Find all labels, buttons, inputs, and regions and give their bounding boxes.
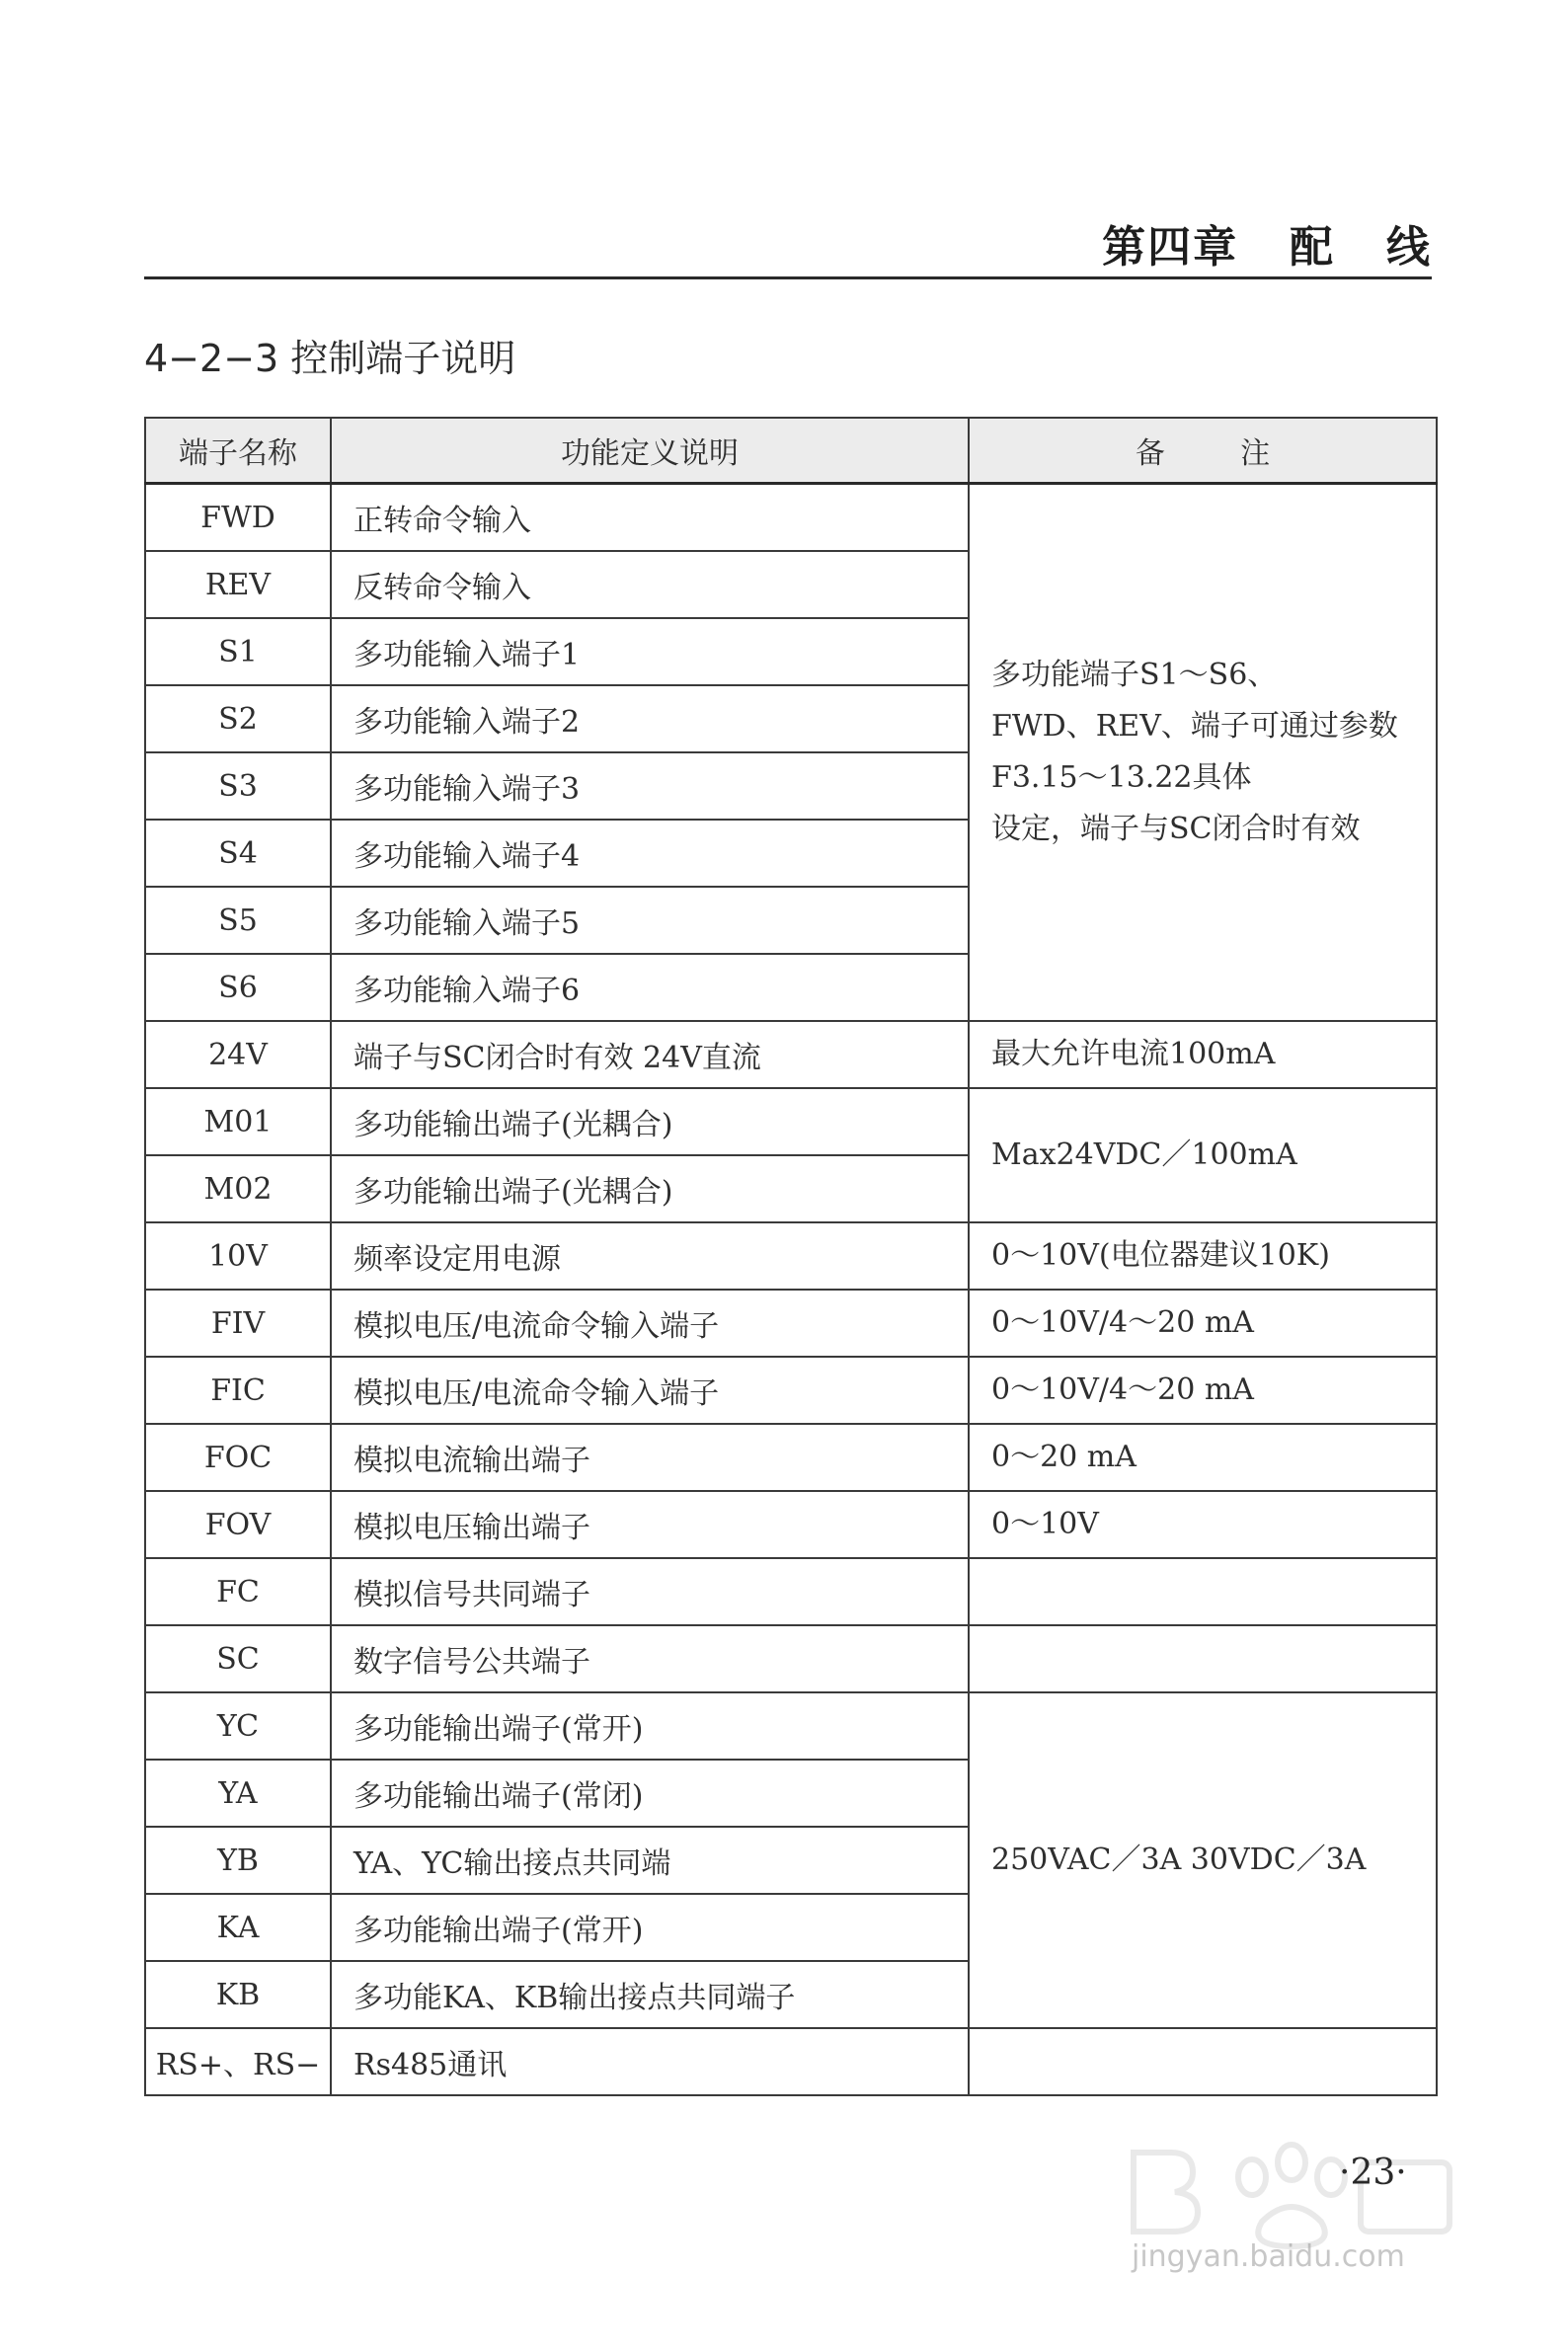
terminal-function: 模拟信号共同端子 (331, 1558, 969, 1625)
terminal-function: 端子与SC闭合时有效 24V直流 (331, 1021, 969, 1088)
table-row (145, 484, 1437, 552)
note-line: F3.15～13.22具体 (991, 760, 1252, 795)
table-row (145, 1625, 1437, 1692)
note-line: 多功能端子S1～S6、 (991, 658, 1278, 692)
terminal-name: YB (145, 1827, 331, 1894)
terminal-name: M01 (145, 1088, 331, 1155)
terminal-function: 多功能输入端子4 (331, 820, 969, 887)
terminal-name: REV (145, 551, 331, 618)
note-line: FWD、REV、端子可通过参数 (991, 709, 1398, 744)
note-relay: 250VAC／3A 30VDC／3A (969, 1692, 1437, 2028)
terminal-name: FOC (145, 1424, 331, 1491)
page-number: ·23· (1339, 2153, 1407, 2193)
terminal-function: 多功能输出端子(光耦合) (331, 1155, 969, 1222)
note-fc (969, 1558, 1437, 1625)
terminal-name: RS+、RS− (145, 2028, 331, 2095)
table-row (145, 1424, 1437, 1491)
table-row (145, 1088, 1437, 1155)
table-row (145, 1357, 1437, 1424)
terminal-table (144, 417, 1438, 2096)
terminal-function: 模拟电流输出端子 (331, 1424, 969, 1491)
terminal-name: S1 (145, 618, 331, 685)
terminal-function: 频率设定用电源 (331, 1222, 969, 1290)
terminal-function: 多功能输入端子1 (331, 618, 969, 685)
terminal-name: FIC (145, 1357, 331, 1424)
header-function: 功能定义说明 (331, 418, 969, 484)
terminal-name: S4 (145, 820, 331, 887)
note-fov: 0～10V (969, 1491, 1437, 1558)
table-header-row (145, 418, 1437, 484)
table-row (145, 1222, 1437, 1290)
table-row (145, 1491, 1437, 1558)
note-fic: 0～10V/4～20 mA (969, 1357, 1437, 1424)
terminal-function: 反转命令输入 (331, 551, 969, 618)
terminal-name: SC (145, 1625, 331, 1692)
terminal-name: 24V (145, 1021, 331, 1088)
terminal-name: FIV (145, 1290, 331, 1357)
terminal-function: YA、YC输出接点共同端 (331, 1827, 969, 1894)
watermark-url: jingyan.baidu.com (1132, 2239, 1405, 2274)
terminal-name: 10V (145, 1222, 331, 1290)
terminal-function: 多功能输入端子5 (331, 887, 969, 954)
table-row (145, 2028, 1437, 2095)
note-24v: 最大允许电流100mA (969, 1021, 1437, 1088)
terminal-name: KA (145, 1894, 331, 1961)
note-mo: Max24VDC／100mA (969, 1088, 1437, 1222)
terminal-name: FWD (145, 484, 331, 552)
table-row (145, 1692, 1437, 1760)
terminal-function: 模拟电压/电流命令输入端子 (331, 1290, 969, 1357)
terminal-function: Rs485通讯 (331, 2028, 969, 2095)
terminal-function: 正转命令输入 (331, 484, 969, 552)
terminal-function: 多功能输入端子2 (331, 685, 969, 752)
terminal-function: 模拟电压输出端子 (331, 1491, 969, 1558)
note-line: 设定，端子与SC闭合时有效 (991, 812, 1361, 846)
note-10v: 0～10V(电位器建议10K) (969, 1222, 1437, 1290)
terminal-name: FOV (145, 1491, 331, 1558)
terminal-name: FC (145, 1558, 331, 1625)
terminal-name: S5 (145, 887, 331, 954)
terminal-function: 数字信号公共端子 (331, 1625, 969, 1692)
table-row (145, 1558, 1437, 1625)
table-row (145, 1021, 1437, 1088)
terminal-name: YA (145, 1760, 331, 1827)
terminal-function: 多功能KA、KB输出接点共同端子 (331, 1961, 969, 2028)
terminal-name: S3 (145, 752, 331, 820)
header-notes: 备 注 (969, 418, 1437, 484)
header-terminal-name: 端子名称 (145, 418, 331, 484)
note-rs (969, 2028, 1437, 2095)
terminal-function: 多功能输出端子(常开) (331, 1692, 969, 1760)
terminal-function: 多功能输入端子3 (331, 752, 969, 820)
terminal-name: S2 (145, 685, 331, 752)
table-row (145, 1290, 1437, 1357)
terminal-function: 多功能输出端子(常闭) (331, 1760, 969, 1827)
note-fiv: 0～10V/4～20 mA (969, 1290, 1437, 1357)
terminal-function: 多功能输入端子6 (331, 954, 969, 1021)
header-rule (144, 276, 1432, 279)
terminal-function: 多功能输出端子(常开) (331, 1894, 969, 1961)
note-sc (969, 1625, 1437, 1692)
section-title: 4−2−3 控制端子说明 (144, 337, 516, 380)
terminal-name: S6 (145, 954, 331, 1021)
terminal-name: M02 (145, 1155, 331, 1222)
note-foc: 0～20 mA (969, 1424, 1437, 1491)
terminal-function: 模拟电压/电流命令输入端子 (331, 1357, 969, 1424)
terminal-name: YC (145, 1692, 331, 1760)
chapter-title: 第四章 配 线 (1102, 222, 1432, 273)
note-inputs (969, 484, 1437, 1022)
terminal-function: 多功能输出端子(光耦合) (331, 1088, 969, 1155)
terminal-name: KB (145, 1961, 331, 2028)
